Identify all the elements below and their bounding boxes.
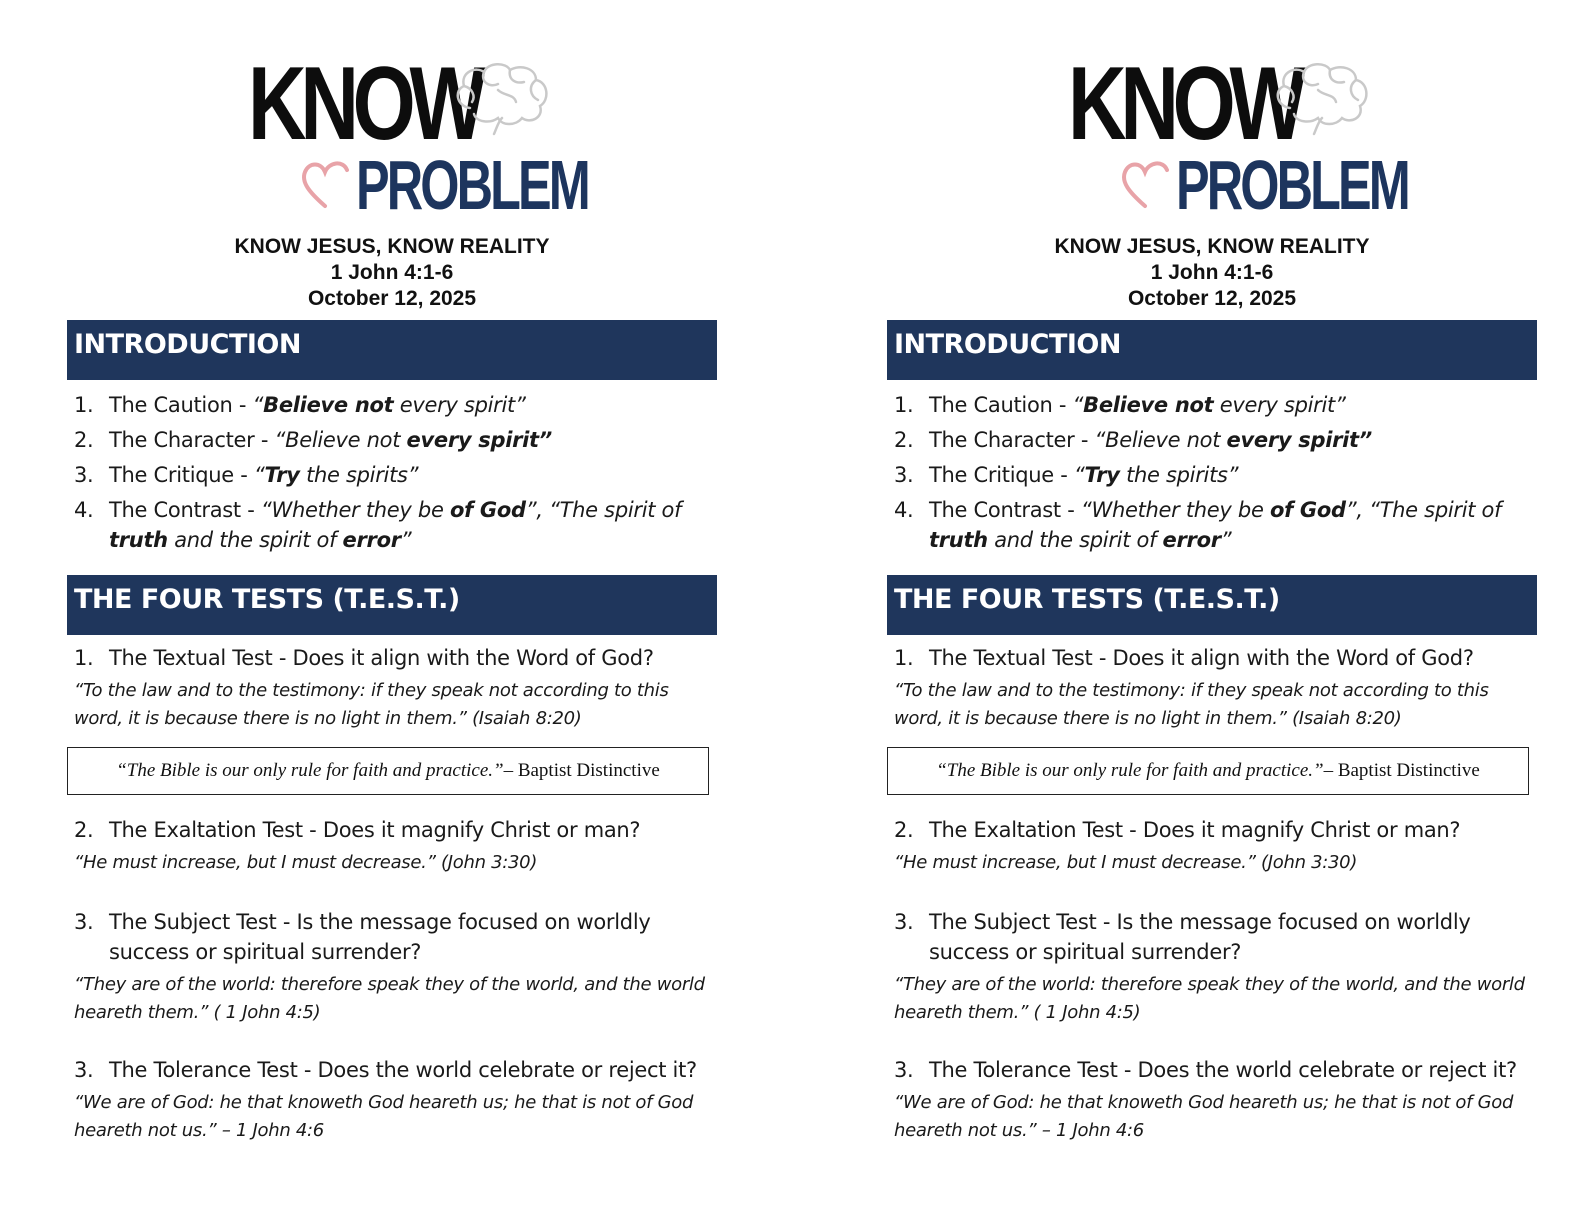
item-number: 3. — [74, 463, 94, 487]
test-text: The Exaltation Test - Does it magnify Christ or man? — [929, 818, 1461, 842]
tests-heading: THE FOUR TESTS (T.E.S.T.) — [887, 575, 1537, 635]
logo-know-text: KNOW — [248, 46, 480, 162]
test-line — [67, 643, 717, 673]
logo — [887, 0, 1537, 230]
test-item — [67, 815, 717, 877]
title-block — [887, 234, 1537, 312]
test-item — [887, 815, 1537, 877]
item-label: The Contrast - — [929, 498, 1081, 522]
list-item — [887, 460, 1537, 490]
test-text: The Subject Test - Is the message focused on worldly success or spiritual surrender? — [109, 910, 651, 964]
test-line — [67, 815, 717, 845]
item-number: 1. — [894, 393, 914, 417]
item-number: 2. — [894, 818, 914, 842]
verse-text: “We are of God: he that knoweth God heareth us; he that is not of God heareth not us.” – 1 John 4:6 — [894, 1092, 1514, 1141]
item-label: The Critique - — [929, 463, 1074, 487]
quote-text: “ — [253, 463, 265, 487]
verse-text: “To the law and to the testimony: if they speak not according to this word, it is because there is no light in them.” (Isaiah 8:20) — [74, 680, 669, 729]
quote-emphasis: every spirit” — [406, 428, 553, 452]
quote-box — [67, 747, 709, 795]
quote-box-text: “The Bible is our only rule for faith and practice.” — [936, 760, 1324, 781]
sermon-title: KNOW JESUS, KNOW REALITY — [1054, 235, 1370, 258]
item-number: 3. — [894, 1058, 914, 1082]
brain-icon — [450, 60, 556, 136]
test-line — [887, 815, 1537, 845]
test-text: The Tolerance Test - Does the world celebrate or reject it? — [109, 1058, 697, 1082]
quote-text: “Believe not — [1094, 428, 1227, 452]
quote-text: and the spirit of — [167, 528, 343, 552]
quote-text: the spirits” — [1119, 463, 1239, 487]
item-number: 1. — [894, 646, 914, 670]
quote-text: every spirit” — [1213, 393, 1346, 417]
item-label: The Caution - — [109, 393, 253, 417]
verse-text: “We are of God: he that knoweth God heareth us; he that is not of God heareth not us.” – 1 John 4:6 — [74, 1092, 694, 1141]
introduction-list — [887, 390, 1537, 555]
list-item — [67, 460, 717, 490]
page-content — [67, 0, 717, 1145]
item-number: 1. — [74, 393, 94, 417]
quote-emphasis: Believe not — [1083, 393, 1214, 417]
test-line — [67, 907, 717, 967]
quote-text: ” — [1220, 528, 1232, 552]
title-block — [67, 234, 717, 312]
test-item — [887, 1055, 1537, 1145]
quote-text: every spirit” — [393, 393, 526, 417]
verse-text: “He must increase, but I must decrease.” (John 3:30) — [894, 852, 1358, 873]
logo-problem-text: PROBLEM — [356, 146, 588, 224]
introduction-heading: INTRODUCTION — [887, 320, 1537, 380]
quote-emphasis: truth — [929, 528, 988, 552]
item-number: 4. — [894, 498, 914, 522]
quote-box-text: “The Bible is our only rule for faith and practice.” — [116, 760, 504, 781]
list-item — [887, 425, 1537, 455]
quote-box-attribution: – Baptist Distinctive — [1323, 760, 1480, 781]
list-item — [67, 390, 717, 420]
test-line — [887, 643, 1537, 673]
list-item — [887, 390, 1537, 420]
page-content — [887, 0, 1537, 1145]
sermon-title: KNOW JESUS, KNOW REALITY — [234, 235, 550, 258]
quote-text: the spirits” — [299, 463, 419, 487]
quote-text: and the spirit of — [987, 528, 1163, 552]
verse-text: “They are of the world: therefore speak they of the world, and the world heareth them.” ( 1 John 4:5) — [74, 974, 705, 1023]
brain-icon — [1270, 60, 1376, 136]
quote-emphasis: error — [342, 528, 401, 552]
logo — [67, 0, 717, 230]
test-line — [887, 1055, 1537, 1085]
quote-text: ” — [400, 528, 412, 552]
list-item — [887, 495, 1537, 555]
item-label: The Contrast - — [109, 498, 261, 522]
quote-emphasis: Try — [264, 463, 300, 487]
test-item — [887, 907, 1537, 1027]
test-text: The Textual Test - Does it align with the Word of God? — [109, 646, 654, 670]
scripture-reference: 1 John 4:1-6 — [330, 261, 454, 284]
bulletin-page-right — [792, 0, 1584, 1224]
quote-emphasis: Try — [1084, 463, 1120, 487]
quote-text: “Believe not — [274, 428, 407, 452]
list-item — [67, 425, 717, 455]
quote-text: “ — [1072, 393, 1084, 417]
quote-emphasis: truth — [109, 528, 168, 552]
test-text: The Textual Test - Does it align with the Word of God? — [929, 646, 1474, 670]
introduction-list — [67, 390, 717, 555]
quote-box-attribution: – Baptist Distinctive — [503, 760, 660, 781]
item-number: 4. — [74, 498, 94, 522]
test-item — [67, 907, 717, 1027]
tests-heading: THE FOUR TESTS (T.E.S.T.) — [67, 575, 717, 635]
quote-emphasis: every spirit” — [1226, 428, 1373, 452]
quote-text: “ — [252, 393, 264, 417]
item-number: 3. — [894, 463, 914, 487]
test-item — [67, 1055, 717, 1145]
quote-emphasis: of God — [449, 498, 526, 522]
item-label: The Critique - — [109, 463, 254, 487]
item-number: 3. — [894, 910, 914, 934]
logo-know-text: KNOW — [1068, 46, 1300, 162]
item-number: 1. — [74, 646, 94, 670]
quote-box — [887, 747, 1529, 795]
quote-text: “ — [1073, 463, 1085, 487]
test-text: The Subject Test - Is the message focused on worldly success or spiritual surrender? — [929, 910, 1471, 964]
quote-emphasis: error — [1162, 528, 1221, 552]
item-label: The Caution - — [929, 393, 1073, 417]
test-text: The Tolerance Test - Does the world celebrate or reject it? — [929, 1058, 1517, 1082]
verse-text: “He must increase, but I must decrease.” (John 3:30) — [74, 852, 538, 873]
test-line — [887, 907, 1537, 967]
heart-icon — [299, 158, 351, 210]
item-label: The Character - — [109, 428, 275, 452]
item-number: 2. — [74, 818, 94, 842]
sermon-date: October 12, 2025 — [1127, 287, 1297, 310]
test-item — [887, 643, 1537, 733]
item-label: The Character - — [929, 428, 1095, 452]
quote-text: ”, “The spirit of — [1345, 498, 1502, 522]
item-number: 3. — [74, 1058, 94, 1082]
item-number: 2. — [74, 428, 94, 452]
list-item — [67, 495, 717, 555]
logo-problem-text: PROBLEM — [1176, 146, 1408, 224]
quote-emphasis: Believe not — [263, 393, 394, 417]
scripture-reference: 1 John 4:1-6 — [1150, 261, 1274, 284]
verse-text: “To the law and to the testimony: if they speak not according to this word, it is because there is no light in them.” (Isaiah 8:20) — [894, 680, 1489, 729]
quote-text: “Whether they be — [1080, 498, 1270, 522]
item-number: 2. — [894, 428, 914, 452]
quote-text: ”, “The spirit of — [525, 498, 682, 522]
sermon-date: October 12, 2025 — [307, 287, 477, 310]
test-line — [67, 1055, 717, 1085]
introduction-heading: INTRODUCTION — [67, 320, 717, 380]
quote-emphasis: of God — [1269, 498, 1346, 522]
heart-icon — [1119, 158, 1171, 210]
test-item — [67, 643, 717, 733]
test-text: The Exaltation Test - Does it magnify Christ or man? — [109, 818, 641, 842]
verse-text: “They are of the world: therefore speak they of the world, and the world heareth them.” ( 1 John 4:5) — [894, 974, 1525, 1023]
quote-text: “Whether they be — [260, 498, 450, 522]
item-number: 3. — [74, 910, 94, 934]
